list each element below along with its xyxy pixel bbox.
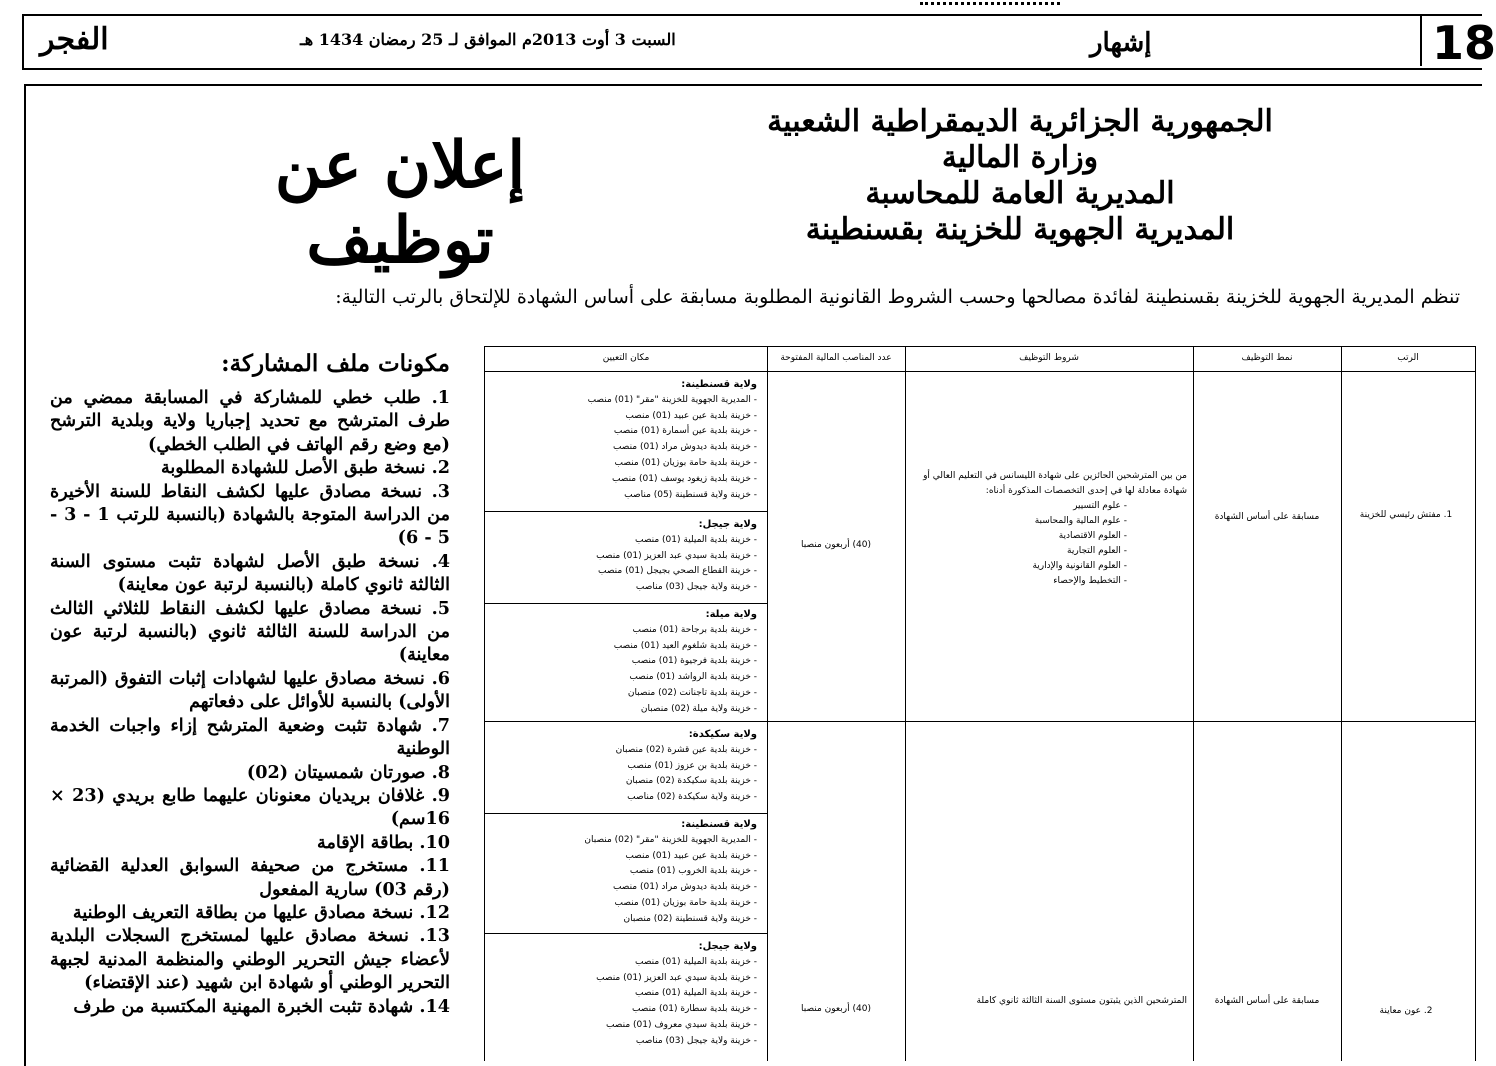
place-line: - خزينة ولاية ميلة (02) منصبان xyxy=(640,703,757,714)
directorate-title: المديرية العامة للمحاسبة xyxy=(865,176,1175,211)
place-line: - خزينة ولاية قسنطينة (05) مناصب xyxy=(624,489,757,500)
wilaya-name: ولاية سكيكدة: xyxy=(688,729,757,740)
place-line: - خزينة بلدية عين أسمارة (01) منصب xyxy=(613,426,757,437)
row1-mode: مسابقة على أساس الشهادة xyxy=(1214,512,1320,522)
newspaper-header-bar xyxy=(22,14,1482,70)
place-line: - خزينة بلدية حامة بوزيان (01) منصب xyxy=(614,897,757,908)
place-line: - المديرية الجهوية للخزينة "مقر" (02) منصبان xyxy=(584,834,757,845)
wilaya-name: ولاية جيجل: xyxy=(698,519,757,530)
place-line: - خزينة ولاية جيجل (03) مناصب xyxy=(635,1035,757,1046)
place-line: - خزينة بلدية سيدي معروف (01) منصب xyxy=(605,1019,757,1030)
place-line: - خزينة ولاية قسنطينة (02) منصبان xyxy=(623,913,757,924)
table-divider xyxy=(1193,347,1194,1061)
place-line: - خزينة بلدية عين قشرة (02) منصبان xyxy=(615,744,757,755)
table-divider xyxy=(485,603,767,604)
place-group xyxy=(491,377,757,503)
header-posts: عدد المناصب المالية المفتوحة xyxy=(780,353,892,363)
table-divider xyxy=(485,813,767,814)
newspaper-logo: الفجر xyxy=(40,22,109,57)
document-item: 3. نسخة مصادق عليها لكشف النقاط للسنة الأخيرة من الدراسة المتوجة بالشهادة (بالنسبة للرتب 1 - 3 - 5 - 6) xyxy=(50,480,451,549)
place-line: - خزينة بلدية حامة بوزيان (01) منصب xyxy=(614,457,757,468)
row2-conditions: المترشحين الذين يثبتون مستوى السنة الثالثة ثانوي كاملة xyxy=(976,996,1187,1006)
header-place: مكان التعيين xyxy=(602,353,650,363)
wilaya-name: ولاية ميلة: xyxy=(705,609,757,620)
place-line: - خزينة بلدية سطارة (01) منصب xyxy=(631,1004,757,1015)
document-item: 13. نسخة مصادق عليها لمستخرج السجلات البلدية لأعضاء جيش التحرير الوطني والمنظمة المدنية لجبهة التحرير الوطني أو شهادة ابن شهيد (عند الإقتضاء) xyxy=(50,925,450,994)
announcement-title: إعلان عن توظيف xyxy=(274,128,526,278)
table-divider xyxy=(485,933,767,934)
table-divider xyxy=(485,371,1475,372)
wilaya-name: ولاية قسنطينة: xyxy=(681,379,757,390)
place-line: - خزينة بلدية برجاحة (01) منصب xyxy=(632,624,757,635)
documents-title: مكونات ملف المشاركة: xyxy=(221,350,450,377)
place-line: - خزينة بلدية بن عزوز (01) منصب xyxy=(627,760,757,771)
row1-conditions xyxy=(911,469,1187,589)
document-item: 4. نسخة طبق الأصل لشهادة تثبت مستوى السنة الثالثة ثانوي كاملة (بالنسبة لرتبة عون معاينة) xyxy=(50,550,450,596)
document-item: 10. بطاقة الإقامة xyxy=(317,831,450,853)
table-divider xyxy=(485,511,767,512)
place-line: - خزينة بلدية الرواشد (01) منصب xyxy=(629,672,757,683)
place-line: - خزينة القطاع الصحي بجيجل (01) منصب xyxy=(598,566,757,577)
place-line: - خزينة بلدية فرجيوة (01) منصب xyxy=(631,656,757,667)
place-group xyxy=(491,939,757,1050)
place-group xyxy=(491,727,757,806)
place-line: - خزينة بلدية سيدي عبد العزيز (01) منصب xyxy=(596,972,757,983)
place-line: - خزينة بلدية الميلية (01) منصب xyxy=(634,988,757,999)
place-line: - خزينة بلدية سيدي عبد العزيز (01) منصب xyxy=(596,550,757,561)
place-line: - خزينة بلدية عين عبيد (01) منصب xyxy=(625,850,757,861)
place-line: - خزينة بلدية الميلية (01) منصب xyxy=(634,956,757,967)
specialty-item: - علوم التسيير xyxy=(1073,501,1127,511)
document-item: 9. غلافان بريديان معنونان عليهما طابع بريدي (23 × 16سم) xyxy=(50,784,450,830)
place-line: - خزينة بلدية تاجنانت (02) منصبان xyxy=(627,687,757,698)
specialty-item: - علوم المالية والمحاسبة xyxy=(1034,516,1127,526)
place-line: - خزينة بلدية سكيكدة (02) منصبان xyxy=(625,776,757,787)
place-group xyxy=(491,517,757,596)
specialty-list xyxy=(911,499,1187,589)
specialty-item: - العلوم التجارية xyxy=(1067,546,1127,556)
section-title: إشهار xyxy=(1090,28,1152,58)
table-divider xyxy=(485,721,1475,722)
table-divider xyxy=(1341,347,1342,1061)
row2-rank: 2. عون معاينة xyxy=(1379,1006,1433,1016)
header-separator xyxy=(1420,14,1422,66)
ministry-title: وزارة المالية xyxy=(941,140,1099,175)
place-line: - خزينة بلدية الميلية (01) منصب xyxy=(634,534,757,545)
wilaya-name: ولاية قسنطينة: xyxy=(681,819,757,830)
row2-mode: مسابقة على أساس الشهادة xyxy=(1214,996,1320,1006)
document-item: 2. نسخة طبق الأصل للشهادة المطلوبة xyxy=(160,457,450,479)
row1-conditions-text: من بين المترشحين الحائزين على شهادة الليسانس في التعليم العالي أو شهادة معادلة لها في إحدى التخصصات المذكورة أدناه: xyxy=(923,471,1187,496)
row1-posts: (40) أربعون منصبا xyxy=(801,540,871,550)
place-line: - المديرية الجهوية للخزينة "مقر" (01) منصب xyxy=(587,394,757,405)
specialty-item: - التخطيط والإحصاء xyxy=(1053,576,1127,586)
row2-posts: (40) أربعون منصبا xyxy=(801,1004,871,1014)
place-line: - خزينة بلدية شلغوم العيد (01) منصب xyxy=(613,640,757,651)
place-line: - خزينة بلدية ديدوش مراد (01) منصب xyxy=(612,882,757,893)
regional-directorate-title: المديرية الجهوية للخزينة بقسنطينة xyxy=(805,212,1235,247)
intro-paragraph: تنظم المديرية الجهوية للخزينة بقسنطينة لفائدة مصالحها وحسب الشروط القانونية المطلوبة مسابقة على أساس الشهادة للإلتحاق بالرتب التالية: xyxy=(335,286,1460,308)
document-item: 8. صورتان شمسيتان (02) xyxy=(246,761,450,783)
document-item: 14. شهادة تثبت الخبرة المهنية المكتسبة من طرف xyxy=(73,995,450,1017)
place-line: - خزينة بلدية الخروب (01) منصب xyxy=(629,866,757,877)
place-line: - خزينة بلدية زيغود يوسف (01) منصب xyxy=(611,473,757,484)
header-mode: نمط التوظيف xyxy=(1241,353,1293,363)
place-group xyxy=(491,817,757,928)
header-conditions: شروط التوظيف xyxy=(1019,353,1079,363)
place-group xyxy=(491,607,757,718)
wilaya-name: ولاية جيجل: xyxy=(698,941,757,952)
document-item: 7. شهادة تثبت وضعية المترشح إزاء واجبات الخدمة الوطنية xyxy=(50,714,450,760)
republic-title: الجمهورية الجزائرية الديمقراطية الشعبية xyxy=(767,104,1273,139)
positions-table xyxy=(484,346,1476,1061)
place-line: - خزينة ولاية سكيكدة (02) مناصب xyxy=(627,792,757,803)
document-item: 11. مستخرج من صحيفة السوابق العدلية القضائية (رقم 03) سارية المفعول xyxy=(50,855,450,900)
place-line: - خزينة ولاية جيجل (03) مناصب xyxy=(635,582,757,593)
table-divider xyxy=(767,347,768,1061)
top-dots-decoration xyxy=(920,2,1060,13)
document-item: 6. نسخة مصادق عليها لشهادات إثبات التفوق (المرتبة الأولى) بالنسبة للأوائل على دفعاتهم xyxy=(50,667,450,713)
document-item: 5. نسخة مصادق عليها لكشف النقاط للثلاثي الثالث من الدراسة للسنة الثالثة ثانوي (بالنسبة لرتبة عون معاينة) xyxy=(50,597,450,666)
issue-date: السبت 3 أوت 2013م الموافق لـ 25 رمضان 1434 هـ xyxy=(300,30,676,49)
header-rank: الرتب xyxy=(1397,353,1419,363)
table-divider xyxy=(905,347,906,1061)
document-item: 12. نسخة مصادق عليها من بطاقة التعريف الوطنية xyxy=(72,901,450,923)
place-line: - خزينة بلدية عين عبيد (01) منصب xyxy=(625,410,757,421)
page-number: 18 xyxy=(1432,16,1496,70)
place-line: - خزينة بلدية ديدوش مراد (01) منصب xyxy=(612,442,757,453)
specialty-item: - العلوم القانونية والإدارية xyxy=(1032,561,1127,571)
row1-rank: 1. مفتش رئيسي للخزينة xyxy=(1359,510,1453,520)
specialty-item: - العلوم الاقتصادية xyxy=(1058,531,1127,541)
documents-list xyxy=(50,386,450,1018)
document-item: 1. طلب خطي للمشاركة في المسابقة ممضي من طرف المترشح مع تحديد إجباريا ولاية وبلدية الترشح (مع وضع رقم الهاتف في الطلب الخطي) xyxy=(50,387,450,455)
